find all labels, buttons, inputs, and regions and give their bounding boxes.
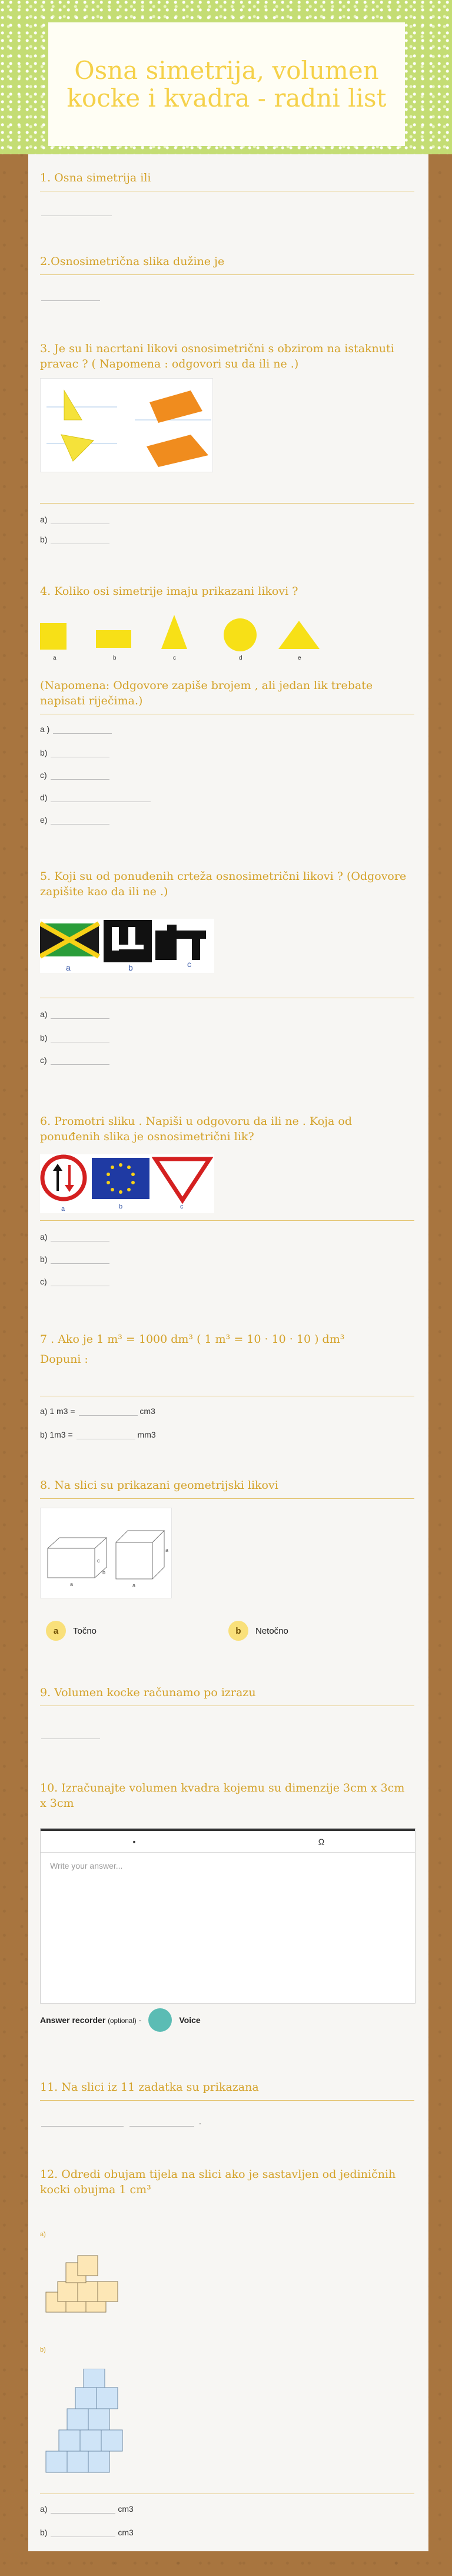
- question-12: 12. Odredi obujam tijela na slici ako je sastavljen od jediničnih kocki obujma 1 cm³: [40, 2168, 396, 2196]
- answer-row: [40, 1033, 109, 1042]
- answer-row: [40, 815, 109, 825]
- answer-input[interactable]: [51, 1277, 109, 1286]
- answer-label: c): [40, 770, 47, 780]
- divider: [40, 503, 414, 504]
- answer-label: c): [40, 1055, 47, 1065]
- question-6: 6. Promotri sliku . Napiši u odgovoru da ili ne . Koja od ponuđenih slika je osnosimetrični lik?: [40, 1115, 352, 1143]
- question-3: 3. Je su li nacrtani likovi osnosimetrični s obzirom na istaknuti pravac ? ( Napomena : odgovori su da ili ne .): [40, 342, 394, 370]
- question-11: 11. Na slici iz 11 zadatka su prikazana: [40, 2081, 259, 2094]
- divider: [40, 1220, 414, 1221]
- q7-sub: Dopuni :: [40, 1353, 88, 1366]
- answer-row: [40, 1254, 109, 1264]
- answer-input[interactable]: [51, 1255, 109, 1264]
- question-2: 2.Osnosimetrična slika dužine je: [40, 255, 225, 268]
- answer-recorder: Answer recorder (optional) - Voice: [40, 2008, 201, 2032]
- answer-input[interactable]: [51, 793, 151, 802]
- answer-row: [40, 1277, 109, 1286]
- answer-label: a): [40, 515, 48, 524]
- answer-input[interactable]: [51, 535, 109, 544]
- figure-label: a: [66, 963, 71, 972]
- answer-label: b): [40, 1033, 48, 1042]
- edge-label: b: [102, 1570, 106, 1575]
- divider: [40, 2100, 414, 2101]
- answer-label: e): [40, 815, 48, 825]
- answer-editor[interactable]: [40, 1828, 416, 2004]
- answer-row: [40, 2528, 134, 2537]
- unit-label: mm3: [137, 1430, 156, 1439]
- q12-figure-a: [40, 2251, 128, 2327]
- q3-figure: [40, 378, 213, 472]
- answer-row: [40, 2504, 134, 2514]
- option-false[interactable]: [228, 1621, 288, 1641]
- answer-input[interactable]: [51, 2505, 115, 2514]
- answer-row: [40, 770, 109, 780]
- answer-row: [40, 724, 112, 734]
- shape-label: b: [113, 655, 117, 661]
- title-card: [48, 22, 405, 146]
- answer-label: b): [40, 1254, 48, 1264]
- divider: [40, 1498, 414, 1499]
- answer-input[interactable]: [79, 1407, 138, 1416]
- question-10: 10. Izračunajte volumen kvadra kojemu su dimenzije 3cm x 3cm x 3cm: [40, 1782, 405, 1810]
- editor-toolbar: [41, 1829, 415, 1853]
- unit-label: cm3: [118, 2528, 134, 2537]
- answer-input[interactable]: [51, 749, 109, 757]
- option-badge: a: [46, 1621, 66, 1641]
- recorder-optional: (optional): [108, 2017, 137, 2025]
- shape-label: e: [298, 655, 301, 661]
- recorder-label: Answer recorder: [40, 2015, 106, 2025]
- cubes-a-image: [40, 2251, 128, 2327]
- q5-figure: [40, 919, 214, 973]
- answer-input[interactable]: [51, 1056, 109, 1065]
- figure-label: a: [61, 1206, 65, 1213]
- answer-label: b) 1m3 =: [40, 1430, 73, 1439]
- answer-input[interactable]: [51, 1034, 109, 1042]
- sentence-end: .: [199, 2117, 201, 2126]
- page-title: Osna simetrija, volumen kocke i kvadra - radni list: [67, 55, 387, 112]
- answer-row: [40, 793, 151, 802]
- option-true[interactable]: [46, 1621, 97, 1641]
- worksheet: [28, 154, 428, 2551]
- answer-field-2[interactable]: [41, 300, 100, 301]
- figure-label-b: b): [40, 2346, 46, 2353]
- answer-row: [40, 1009, 109, 1019]
- flag-and-symbols-image: [40, 919, 214, 973]
- answer-input[interactable]: [51, 1010, 109, 1019]
- option-label: Netočno: [255, 1625, 288, 1636]
- figure-label: b: [128, 963, 133, 972]
- q6-figure: [40, 1154, 214, 1213]
- answer-input[interactable]: [53, 725, 112, 734]
- answer-label: c): [40, 1277, 47, 1286]
- edge-label: c: [97, 1558, 100, 1564]
- answer-input[interactable]: [51, 515, 109, 524]
- answer-row-b: [40, 535, 109, 544]
- question-8: 8. Na slici su prikazani geometrijski likovi: [40, 1479, 278, 1492]
- edge-label: a: [165, 1547, 169, 1553]
- answer-input[interactable]: [77, 1431, 135, 1439]
- unit-label: cm3: [118, 2504, 134, 2514]
- divider: [40, 274, 414, 275]
- answer-label: b): [40, 748, 48, 757]
- answer-label: a): [40, 2504, 48, 2514]
- edge-label: a: [70, 1581, 74, 1587]
- question-4: 4. Koliko osi simetrije imaju prikazani likovi ?: [40, 585, 298, 598]
- answer-label: b): [40, 535, 48, 544]
- question-9: 9. Volumen kocke računamo po izrazu: [40, 1686, 256, 1699]
- question-1: 1. Osna simetrija ili: [40, 171, 151, 184]
- answer-field-11a[interactable]: [41, 2126, 124, 2127]
- voice-label: Voice: [179, 2015, 201, 2025]
- edge-label: a: [132, 1582, 136, 1588]
- figure-label-a: a): [40, 2231, 46, 2238]
- answer-row: [40, 1430, 156, 1439]
- shape-label: c: [173, 655, 176, 661]
- shape-label: d: [239, 655, 242, 661]
- answer-row: [40, 1406, 155, 1416]
- q4-shapes: [40, 612, 346, 663]
- answer-row: [40, 1055, 109, 1065]
- answer-label: a): [40, 1009, 48, 1019]
- unit-label: cm3: [139, 1406, 155, 1416]
- figure-label: b: [119, 1203, 123, 1210]
- question-5: 5. Koji su od ponuđenih crteža osnosimetrični likovi ? (Odgovore zapišite kao da ili ne .): [40, 870, 407, 898]
- special-char-button[interactable]: Ω: [318, 1837, 325, 1846]
- answer-label: b): [40, 2528, 48, 2537]
- traffic-signs-image: [40, 1154, 214, 1213]
- shapes-image: [40, 612, 346, 663]
- answer-input[interactable]: [51, 771, 109, 780]
- answer-input[interactable]: [51, 1233, 109, 1241]
- option-label: Točno: [73, 1625, 97, 1636]
- answer-row-a: [40, 515, 109, 524]
- question-7: 7 . Ako je 1 m³ = 1000 dm³ ( 1 m³ = 10 · 10 · 10 ) dm³: [40, 1333, 345, 1346]
- symmetry-figures-image: [41, 379, 212, 472]
- answer-label: d): [40, 793, 48, 802]
- answer-input[interactable]: [51, 2528, 115, 2537]
- bullet-list-button[interactable]: •: [132, 1837, 136, 1846]
- q12-figure-b: [40, 2369, 146, 2481]
- answer-label: a ): [40, 724, 50, 734]
- answer-field-11b[interactable]: [129, 2126, 194, 2127]
- answer-label: a) 1 m3 =: [40, 1406, 75, 1416]
- cubes-b-image: [40, 2369, 146, 2481]
- record-voice-button[interactable]: [148, 2008, 172, 2032]
- q8-figure: [40, 1508, 172, 1598]
- editor-placeholder: Write your answer...: [50, 1861, 123, 1870]
- cuboid-cube-image: [41, 1508, 171, 1598]
- answer-row: [40, 1232, 109, 1241]
- q4-note: (Napomena: Odgovore zapiše brojem , ali jedan lik trebate napisati riječima.): [40, 679, 373, 707]
- shape-label: a: [53, 655, 56, 661]
- answer-row: [40, 748, 109, 757]
- answer-label: a): [40, 1232, 48, 1241]
- answer-input[interactable]: [51, 816, 109, 825]
- option-badge: b: [228, 1621, 248, 1641]
- figure-label: c: [187, 959, 191, 969]
- figure-label: c: [180, 1203, 184, 1210]
